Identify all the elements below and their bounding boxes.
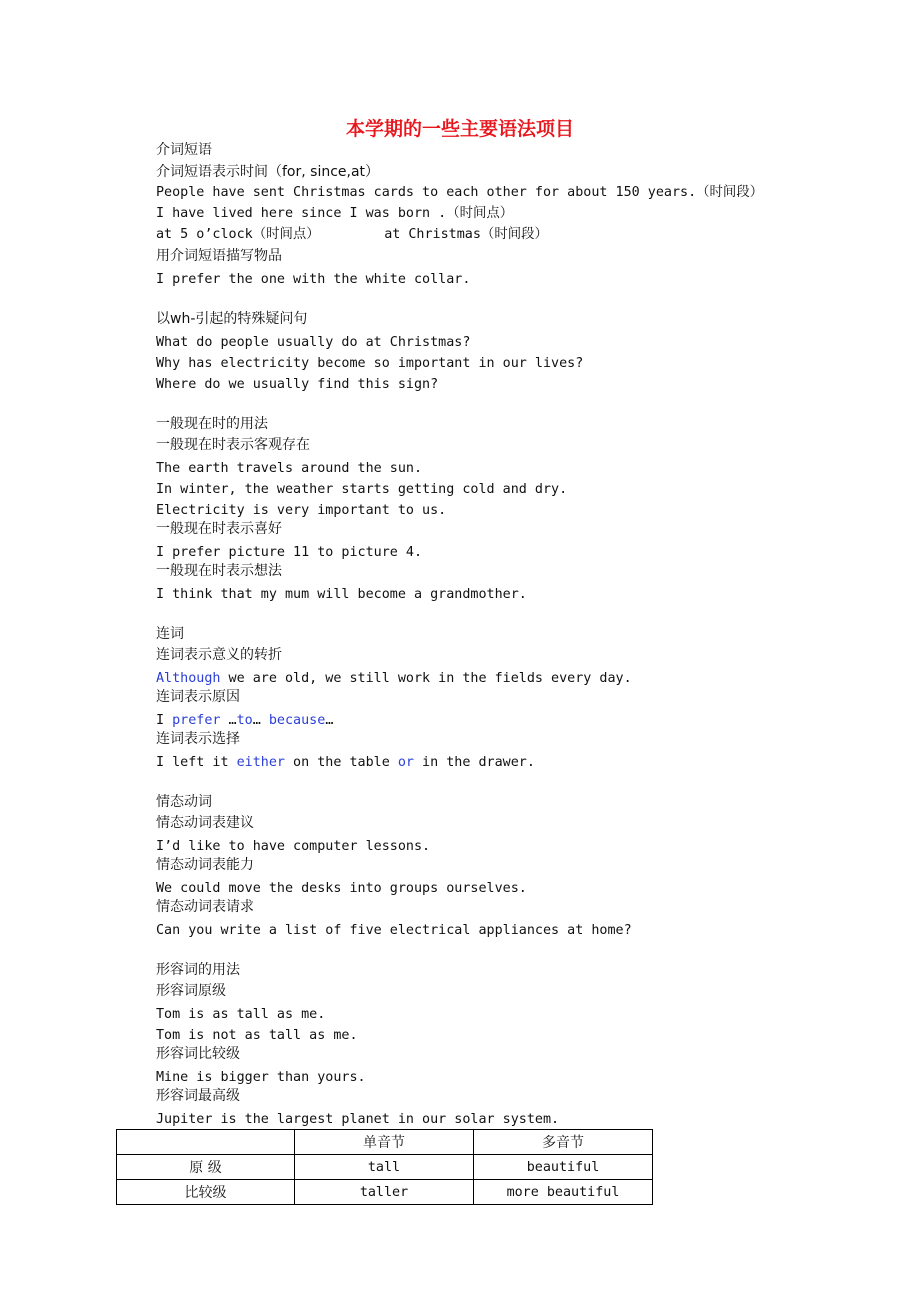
keyword-prefer: prefer [172, 713, 221, 728]
example-sentence: I prefer the one with the white collar. [156, 272, 471, 287]
subheading-ability: 情态动词表能力 [156, 857, 254, 873]
example-sentence: The earth travels around the sun. [156, 461, 423, 476]
section-heading-present-simple: 一般现在时的用法 [156, 416, 268, 432]
subheading-reason: 连词表示原因 [156, 689, 240, 705]
example-sentence: Electricity is very important to us. [156, 503, 447, 518]
table-header-row [117, 1130, 653, 1155]
example-sentence: I’d like to have computer lessons. [156, 839, 431, 854]
page-title: 本学期的一些主要语法项目 [345, 118, 574, 140]
example-sentence: In winter, the weather starts getting cold and dry. [156, 482, 568, 497]
example-sentence: I think that my mum will become a grandmother. [156, 587, 527, 602]
subheading-objective-fact: 一般现在时表示客观存在 [156, 437, 310, 453]
table-cell: tall [295, 1155, 474, 1180]
adjective-degree-table [116, 1129, 653, 1205]
keyword-because: because [268, 713, 326, 728]
table-row [117, 1180, 653, 1205]
table-cell: more beautiful [474, 1180, 653, 1205]
table-cell: taller [295, 1180, 474, 1205]
example-sentence: Although we are old, we still work in the fields every day. [156, 671, 632, 686]
table-row [117, 1155, 653, 1180]
section-heading-conjunctions: 连词 [156, 626, 184, 642]
subheading-preference: 一般现在时表示喜好 [156, 521, 282, 537]
example-sentence: Tom is not as tall as me. [156, 1028, 358, 1043]
table-row-label: 原 级 [117, 1155, 295, 1180]
subheading-request: 情态动词表请求 [156, 899, 254, 915]
table-cell: beautiful [474, 1155, 653, 1180]
subheading-suggestion: 情态动词表建议 [156, 815, 254, 831]
section-heading-modal-verbs: 情态动词 [156, 794, 212, 810]
table-row-label: 比较级 [117, 1180, 295, 1205]
keyword-either: either [236, 755, 285, 770]
example-sentence: Why has electricity become so important in our lives? [156, 356, 584, 371]
example-sentence: at 5 o’clock（时间点） at Christmas（时间段） [156, 227, 548, 242]
subheading-choice: 连词表示选择 [156, 731, 240, 747]
subheading-positive: 形容词原级 [156, 983, 226, 999]
keyword-although: Although [156, 671, 221, 686]
table-header-cell: 多音节 [474, 1130, 653, 1155]
example-sentence: Jupiter is the largest planet in our solar system. [156, 1112, 560, 1127]
keyword-to: to [236, 713, 253, 728]
subheading-prep-time: 介词短语表示时间（for, since,at） [156, 164, 380, 180]
keyword-or: or [397, 755, 414, 770]
subheading-superlative: 形容词最高级 [156, 1088, 240, 1104]
subheading-contrast: 连词表示意义的转折 [156, 647, 282, 663]
section-heading-prepositional-phrases: 介词短语 [156, 142, 212, 158]
example-sentence: I left it either on the table or in the drawer. [156, 755, 535, 770]
example-sentence: I have lived here since I was born .（时间点） [156, 206, 514, 221]
subheading-comparative: 形容词比较级 [156, 1046, 240, 1062]
section-heading-adjectives: 形容词的用法 [156, 962, 240, 978]
example-sentence: Tom is as tall as me. [156, 1007, 326, 1022]
example-sentence: Where do we usually find this sign? [156, 377, 439, 392]
section-heading-wh-questions: 以wh-引起的特殊疑问句 [156, 311, 308, 327]
example-sentence: We could move the desks into groups ourselves. [156, 881, 527, 896]
example-sentence: Mine is bigger than yours. [156, 1070, 366, 1085]
table-header-cell: 单音节 [295, 1130, 474, 1155]
subheading-prep-describe: 用介词短语描写物品 [156, 248, 282, 264]
example-sentence: What do people usually do at Christmas? [156, 335, 471, 350]
example-sentence: Can you write a list of five electrical appliances at home? [156, 923, 632, 938]
table-header-cell [117, 1130, 295, 1155]
example-sentence: I prefer …to… because… [156, 713, 334, 728]
example-sentence: I prefer picture 11 to picture 4. [156, 545, 423, 560]
example-sentence: People have sent Christmas cards to each other for about 150 years.（时间段） [156, 185, 764, 200]
subheading-thoughts: 一般现在时表示想法 [156, 563, 282, 579]
